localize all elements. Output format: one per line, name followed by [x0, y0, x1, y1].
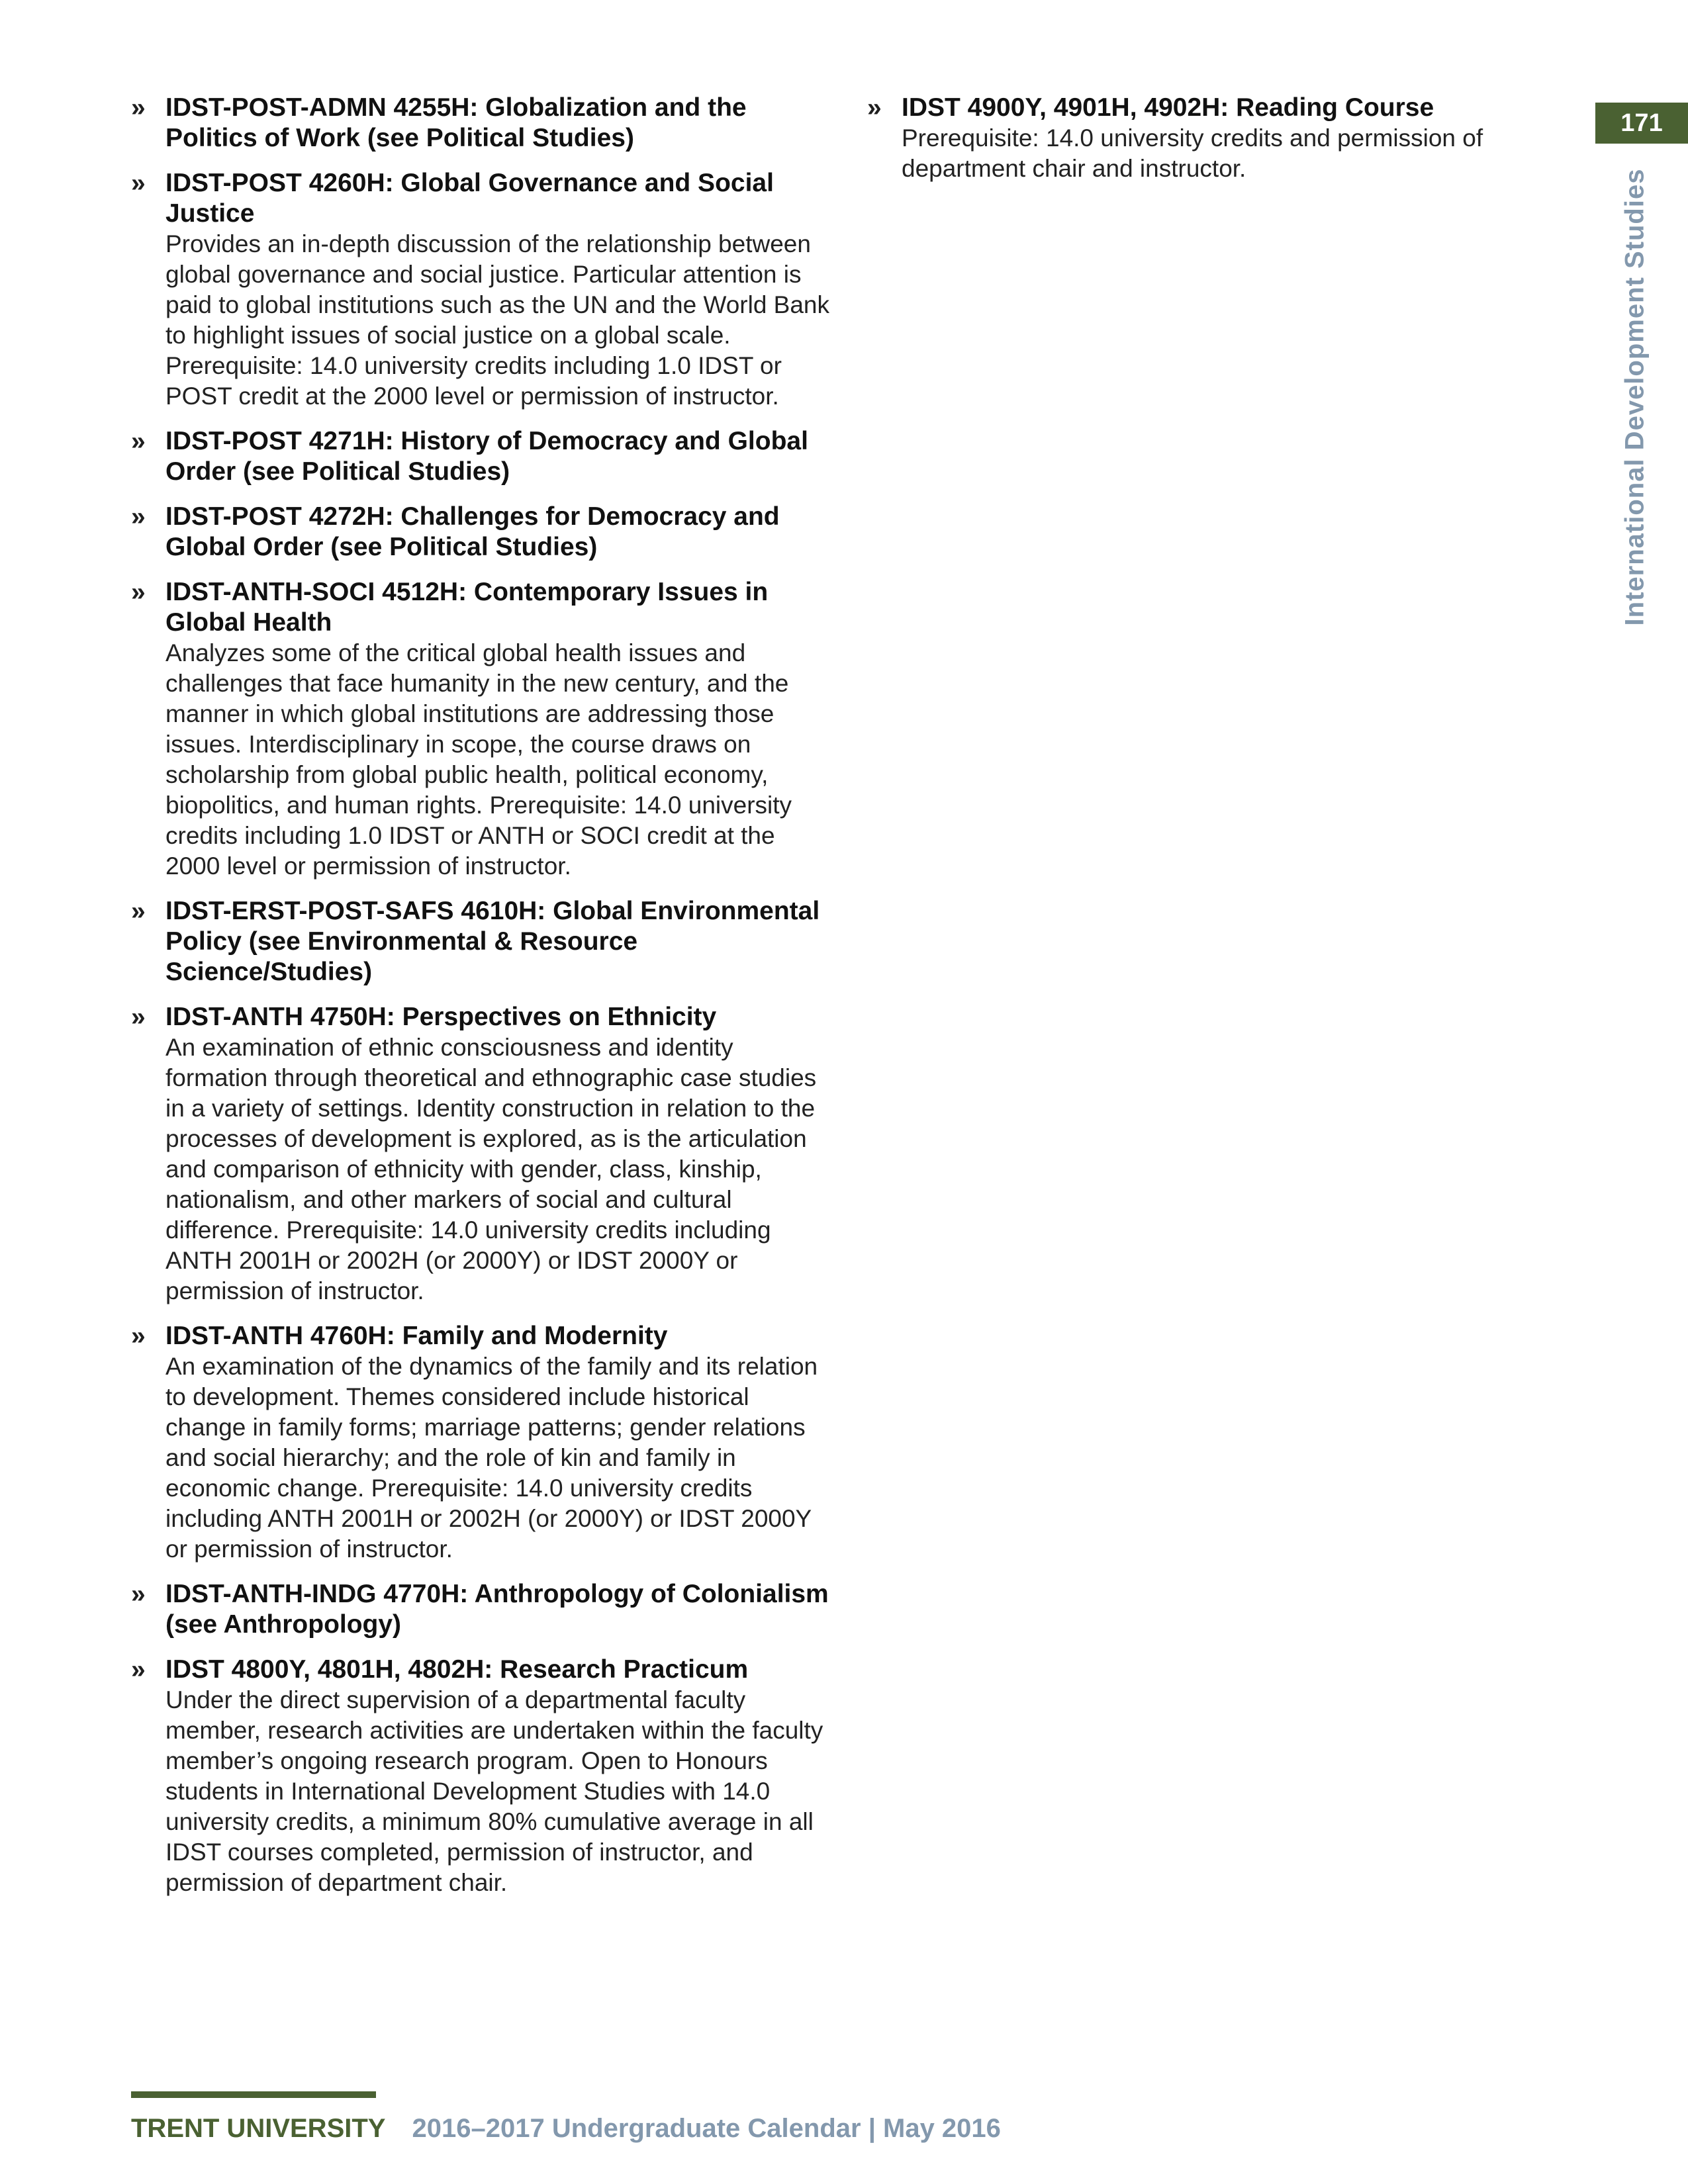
bullet-icon: » — [131, 169, 146, 197]
course-description: An examination of the dynamics of the family and its relation to development. Themes considered include historical change in family forms; marriage patterns; gender relations and social hierarchy; and the role of kin and family in economic change. Prerequisite: 14.0 university credits including ANTH 2001H or 2002H (or 2000Y) or IDST 2000Y or permission of instructor. — [165, 1353, 818, 1563]
course-entry — [131, 1579, 833, 1640]
course-description: Under the direct supervision of a departmental faculty member, research activities are undertaken within the faculty member’s ongoing research program. Open to Honours students in International Development Studies with 14.0 university credits, a minimum 80% cumulative average in all IDST courses completed, permission of instructor, and permission of department chair. — [165, 1686, 823, 1896]
bullet-icon: » — [131, 1580, 146, 1608]
bullet-icon: » — [867, 93, 882, 122]
course-title: IDST-POST 4271H: History of Democracy and Global Order (see Political Studies) — [165, 427, 808, 486]
bullet-icon: » — [131, 93, 146, 122]
course-description: Provides an in-depth discussion of the relationship between global governance and social justice. Particular attention is paid to global institutions such as the UN and the World Bank to highlight issues of social justice on a global scale. Prerequisite: 14.0 university credits including 1.0 IDST or POST credit at the 2000 level or permission of instructor. — [165, 230, 830, 410]
bullet-icon: » — [131, 427, 146, 455]
course-entry — [131, 1002, 833, 1306]
footer-calendar: 2016–2017 Undergraduate Calendar | May 2016 — [412, 2114, 1001, 2143]
course-title: IDST 4900Y, 4901H, 4902H: Reading Course — [902, 93, 1434, 122]
page-footer — [131, 2113, 1001, 2144]
course-title: IDST-ANTH 4750H: Perspectives on Ethnicity — [165, 1003, 717, 1031]
course-title: IDST-ANTH 4760H: Family and Modernity — [165, 1322, 668, 1350]
course-description: Analyzes some of the critical global health issues and challenges that face humanity in the new century, and the manner in which global institutions are addressing those issues. Interdisciplinary in scope, the course draws on scholarship from global public health, political economy, biopolitics, and human rights. Prerequisite: 14.0 university credits including 1.0 IDST or ANTH or SOCI credit at the 2000 level or permission of instructor. — [165, 639, 792, 880]
bullet-icon: » — [131, 502, 146, 531]
course-entry — [131, 577, 833, 882]
course-entry — [131, 502, 833, 563]
course-entry — [131, 168, 833, 412]
footer-university: TRENT UNIVERSITY — [131, 2114, 386, 2143]
course-title: IDST-ANTH-INDG 4770H: Anthropology of Colonialism (see Anthropology) — [165, 1580, 829, 1639]
page-number-tab: 171 — [1595, 103, 1688, 144]
course-title: IDST-POST-ADMN 4255H: Globalization and the Politics of Work (see Political Studies) — [165, 93, 747, 152]
course-entry — [131, 896, 833, 987]
left-column — [131, 93, 833, 1913]
section-title: International Development Studies — [1620, 168, 1650, 626]
course-title: IDST 4800Y, 4801H, 4802H: Research Practicum — [165, 1655, 749, 1684]
right-column — [867, 93, 1529, 199]
course-entry — [131, 1321, 833, 1565]
bullet-icon: » — [131, 578, 146, 606]
course-title: IDST-ANTH-SOCI 4512H: Contemporary Issues in Global Health — [165, 578, 769, 637]
course-description: An examination of ethnic consciousness and identity formation through theoretical and ethnographic case studies in a variety of settings. Identity construction in relation to the processes of development is explored, as is the articulation and comparison of ethnicity with gender, class, kinship, nationalism, and other markers of social and cultural difference. Prerequisite: 14.0 university credits including ANTH 2001H or 2002H (or 2000Y) or IDST 2000Y or permission of instructor. — [165, 1034, 817, 1304]
course-title: IDST-ERST-POST-SAFS 4610H: Global Environmental Policy (see Environmental & Resource Science/Studies) — [165, 897, 820, 986]
bullet-icon: » — [131, 1655, 146, 1684]
bullet-icon: » — [131, 897, 146, 925]
course-entry — [131, 1655, 833, 1898]
course-title: IDST-POST 4260H: Global Governance and Social Justice — [165, 169, 774, 228]
course-entry — [131, 93, 833, 154]
bullet-icon: » — [131, 1322, 146, 1350]
bullet-icon: » — [131, 1003, 146, 1031]
course-title: IDST-POST 4272H: Challenges for Democracy and Global Order (see Political Studies) — [165, 502, 780, 561]
course-entry — [131, 426, 833, 487]
footer-rule — [131, 2091, 376, 2098]
course-description: Prerequisite: 14.0 university credits and permission of department chair and instructor. — [902, 124, 1483, 182]
course-entry — [867, 93, 1529, 184]
